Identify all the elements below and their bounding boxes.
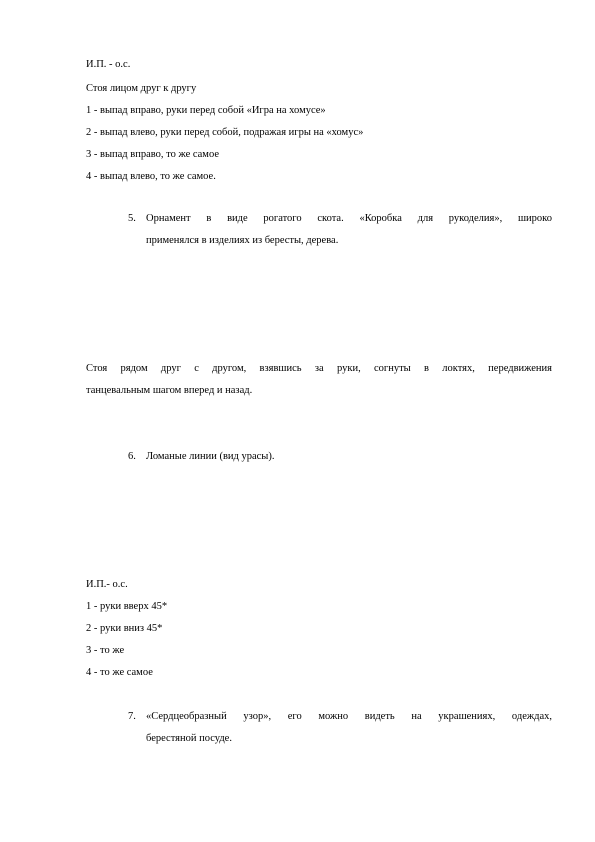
text-line: 4 - выпад влево, то же самое. — [86, 171, 216, 182]
list-item-text-continued: берестяной посуде. — [146, 733, 232, 744]
text-line: И.П.- о.с. — [86, 579, 128, 590]
list-item-text: Орнамент в виде рогатого скота. «Коробка для рукоделия», широко — [146, 213, 552, 224]
text-line: 1 - выпад вправо, руки перед собой «Игра на хомусе» — [86, 105, 326, 116]
text-line: Стоя лицом друг к другу — [86, 83, 197, 94]
list-number: 6. — [128, 451, 136, 462]
text-line: 2 - руки вниз 45* — [86, 623, 163, 634]
list-number: 5. — [128, 213, 136, 224]
list-item-text: «Сердцеобразный узор», его можно видеть на украшениях, одеждах, — [146, 711, 552, 722]
text-line: 3 - выпад вправо, то же самое — [86, 149, 219, 160]
text-line: И.П. - о.с. — [86, 59, 131, 70]
list-number: 7. — [128, 711, 136, 722]
paragraph-text: Стоя рядом друг с другом, взявшись за руки, согнуты в локтях, передвижения — [86, 363, 552, 374]
list-item-text-continued: применялся в изделиях из бересты, дерева. — [146, 235, 339, 246]
text-line: 3 - то же — [86, 645, 125, 656]
text-line: 1 - руки вверх 45* — [86, 601, 168, 612]
paragraph-line — [86, 362, 552, 376]
text-line: 2 - выпад влево, руки перед собой, подражая игры на «хомус» — [86, 127, 364, 138]
list-item-text: Ломаные линии (вид урасы). — [146, 451, 275, 462]
text-line: 4 - то же самое — [86, 667, 153, 678]
paragraph-line: танцевальным шагом вперед и назад. — [86, 385, 253, 396]
